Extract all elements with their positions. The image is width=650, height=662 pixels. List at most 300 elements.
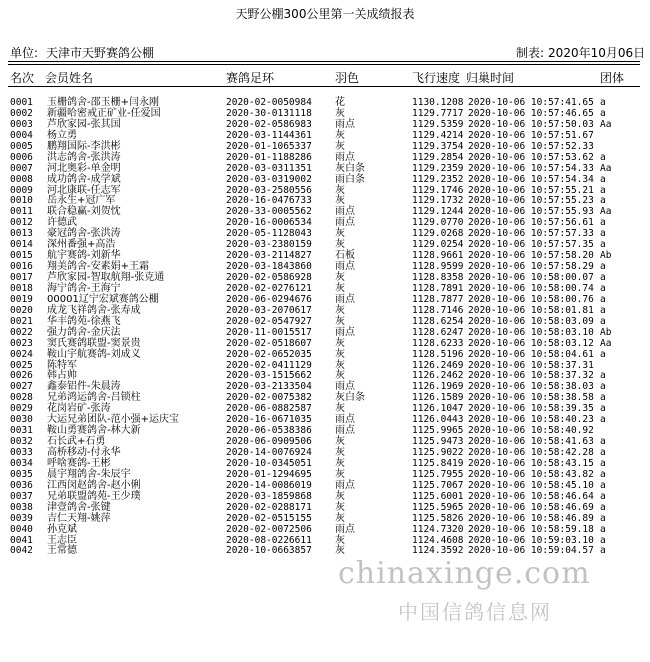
- cell-speed: 1129.4214: [412, 129, 464, 141]
- cell-color: 灰: [335, 272, 345, 283]
- cell-rank: 0040: [10, 523, 33, 535]
- cell-name: 晨宇翔鸽舍-朱辰宇: [47, 468, 131, 480]
- cell-name: 华丰鸽苑-徐燕飞: [47, 315, 121, 327]
- cell-time: 2020-10-06 10:59:04.57: [468, 545, 594, 557]
- cell-rank: 0005: [10, 140, 33, 152]
- cell-group: a: [600, 501, 606, 513]
- unit-line: [10, 44, 154, 61]
- cell-group: a: [600, 107, 606, 119]
- cell-group: a: [600, 392, 606, 404]
- cell-ring: 2020-03-0311351: [226, 162, 312, 174]
- cell-rank: 0042: [10, 545, 33, 557]
- cell-rank: 0025: [10, 359, 33, 371]
- cell-time: 2020-10-06 10:58:00.07: [468, 272, 594, 283]
- cell-rank: 0036: [10, 479, 33, 491]
- table-row: [0, 458, 650, 469]
- cell-ring: 2020-03-1843860: [226, 261, 312, 273]
- cell-rank: 0010: [10, 195, 33, 207]
- cell-time: 2020-10-06 10:58:46.69: [468, 501, 594, 513]
- cell-name: 河北康联-任志军: [47, 184, 121, 196]
- table-row: [0, 206, 650, 217]
- header-rule-top: [8, 61, 640, 62]
- table-row: [0, 447, 650, 458]
- cell-color: 灰: [335, 228, 345, 240]
- cell-time: 2020-10-06 10:57:56.61: [468, 217, 594, 229]
- cell-ring: 2020-14-0076924: [226, 447, 312, 458]
- cell-speed: 1129.3754: [412, 140, 464, 152]
- unit-name: 天津市天野赛鸽公棚: [46, 46, 155, 60]
- cell-name: 大运兄弟团队-范小强+运庆宝: [47, 414, 179, 426]
- cell-color: 雨点: [335, 206, 355, 218]
- cell-time: 2020-10-06 10:57:53.62: [468, 151, 594, 163]
- cell-speed: 1125.6001: [412, 490, 464, 502]
- cell-speed: 1128.6233: [412, 337, 464, 349]
- col-color-header: 羽色: [335, 71, 360, 85]
- cell-speed: 1125.9965: [412, 425, 464, 437]
- cell-name: 王常德: [47, 545, 77, 557]
- cell-ring: 2020-02-0072506: [226, 523, 312, 535]
- cell-group: a: [600, 217, 606, 229]
- cell-rank: 0037: [10, 490, 33, 502]
- cell-name: 深州番强+高浩: [47, 239, 116, 251]
- cell-color: 灰: [335, 512, 345, 524]
- cell-name: 花岗岩矿-张涛: [47, 403, 111, 415]
- results-table-body: [0, 97, 650, 556]
- cell-speed: 1126.1047: [412, 403, 464, 415]
- cell-speed: 1128.9661: [412, 250, 464, 262]
- cell-name: 津壹鸽舍-张键: [47, 501, 111, 513]
- cell-speed: 1129.2854: [412, 151, 464, 163]
- cell-color: 雨点: [335, 151, 355, 163]
- cell-speed: 1129.0268: [412, 228, 464, 240]
- cell-color: 灰: [335, 282, 345, 294]
- cell-ring: 2020-03-0319002: [226, 173, 312, 185]
- cell-time: 2020-10-06 10:57:58.29: [468, 261, 594, 273]
- cell-rank: 0034: [10, 457, 33, 469]
- cell-ring: 2020-11-0015517: [226, 326, 312, 338]
- cell-name: 吉仁天翔-姚萍: [47, 512, 111, 524]
- cell-group: a: [600, 370, 606, 382]
- cell-ring: 2020-06-0909506: [226, 436, 312, 448]
- cell-speed: 1129.1732: [412, 195, 464, 207]
- cell-group: a: [600, 195, 606, 207]
- cell-name: 玉栅鸽舍-邵玉栅+闫永刚: [47, 97, 159, 108]
- cell-color: 灰: [335, 436, 345, 448]
- cell-name: 窦氏赛鸽联盟-窦景贵: [47, 337, 141, 349]
- cell-time: 2020-10-06 10:57:46.65: [468, 107, 594, 119]
- cell-group: a: [600, 97, 606, 108]
- table-row: [0, 370, 650, 381]
- cell-name: 海宁鸽舍-王海宁: [47, 282, 121, 294]
- cell-group: Ab: [600, 326, 612, 338]
- cell-ring: 2020-03-2580556: [226, 184, 312, 196]
- col-time-header: 归巢时间: [466, 71, 515, 85]
- cell-name: 鹏翔国际-李洪彬: [47, 140, 121, 152]
- table-row: [0, 272, 650, 283]
- cell-rank: 0038: [10, 501, 33, 513]
- table-row: [0, 545, 650, 556]
- cell-name: 韩占帅: [47, 370, 77, 382]
- cell-speed: 1129.2359: [412, 162, 464, 174]
- cell-time: 2020-10-06 10:58:37.32: [468, 370, 594, 382]
- cell-rank: 0023: [10, 337, 33, 349]
- header-rule-bottom: [8, 86, 640, 87]
- cell-color: 灰: [335, 304, 345, 316]
- cell-color: 雨点: [335, 381, 355, 393]
- cell-ring: 2020-02-0411129: [226, 359, 312, 371]
- table-row: [0, 305, 650, 316]
- cell-color: 灰: [335, 501, 345, 513]
- cell-name: 成龙飞祥鸽舍-张寿成: [47, 304, 141, 316]
- cell-ring: 2020-06-0294676: [226, 293, 312, 305]
- cell-speed: 1129.1746: [412, 184, 464, 196]
- cell-ring: 2020-01-1188286: [226, 151, 312, 163]
- table-row: [0, 141, 650, 152]
- table-row: [0, 152, 650, 163]
- cell-color: 雨点: [335, 217, 355, 229]
- cell-time: 2020-10-06 10:58:46.89: [468, 512, 594, 524]
- cell-speed: 1128.7891: [412, 282, 464, 294]
- cell-rank: 0019: [10, 293, 33, 305]
- cell-color: 灰: [335, 447, 345, 458]
- cell-color: 灰: [335, 490, 345, 502]
- cell-group: a: [600, 304, 606, 316]
- cell-rank: 0009: [10, 184, 33, 196]
- cell-speed: 1128.7146: [412, 304, 464, 316]
- cell-time: 2020-10-06 10:58:42.28: [468, 447, 594, 458]
- cell-color: 灰白条: [335, 162, 365, 174]
- cell-group: a: [600, 436, 606, 448]
- cell-group: a: [600, 490, 606, 502]
- cell-rank: 0021: [10, 315, 33, 327]
- cell-color: 灰: [335, 184, 345, 196]
- cell-rank: 0007: [10, 162, 33, 174]
- watermark: chinaxinge.com: [338, 556, 591, 591]
- cell-color: 灰白条: [335, 392, 365, 404]
- cell-rank: 0027: [10, 381, 33, 393]
- cell-rank: 0006: [10, 151, 33, 163]
- cell-time: 2020-10-06 10:58:04.61: [468, 348, 594, 360]
- cell-name: 石长武+石勇: [47, 436, 106, 448]
- table-row: [0, 217, 650, 228]
- cell-ring: 2020-02-0586983: [226, 118, 312, 130]
- cell-ring: 2020-02-0050984: [226, 97, 312, 108]
- cell-color: 灰: [335, 348, 345, 360]
- cell-group: a: [600, 468, 606, 480]
- cell-color: 灰: [335, 337, 345, 349]
- cell-group: a: [600, 261, 606, 273]
- cell-name: 新疆哈密戒正矿业-任爱国: [47, 107, 161, 119]
- cell-group: a: [600, 151, 606, 163]
- cell-name: 许德武: [47, 217, 77, 229]
- cell-speed: 1124.3592: [412, 545, 464, 557]
- cell-ring: 2020-01-1065337: [226, 140, 312, 152]
- cell-time: 2020-10-06 10:58:38.03: [468, 381, 594, 393]
- cell-ring: 2020-03-2380159: [226, 239, 312, 251]
- cell-speed: 1125.7067: [412, 479, 464, 491]
- cell-rank: 0024: [10, 348, 33, 360]
- cell-rank: 0015: [10, 250, 33, 262]
- cell-time: 2020-10-06 10:58:38.58: [468, 392, 594, 404]
- cell-rank: 0039: [10, 512, 33, 524]
- table-row: [0, 97, 650, 108]
- cell-group: a: [600, 381, 606, 393]
- cell-rank: 0013: [10, 228, 33, 240]
- cell-speed: 1126.1969: [412, 381, 464, 393]
- cell-rank: 0016: [10, 261, 33, 273]
- table-row: [0, 119, 650, 130]
- cell-time: 2020-10-06 10:58:39.35: [468, 403, 594, 415]
- cell-speed: 1126.2469: [412, 359, 464, 371]
- cell-speed: 1124.7320: [412, 523, 464, 535]
- cell-speed: 1128.8358: [412, 272, 464, 283]
- table-row: [0, 491, 650, 502]
- cell-speed: 1125.5965: [412, 501, 464, 513]
- cell-time: 2020-10-06 10:59:03.10: [468, 534, 594, 546]
- cell-ring: 2020-30-0131118: [226, 107, 312, 119]
- cell-rank: 0029: [10, 403, 33, 415]
- cell-group: a: [600, 348, 606, 360]
- cell-color: 灰: [335, 370, 345, 382]
- cell-speed: 1124.4608: [412, 534, 464, 546]
- cell-rank: 0017: [10, 272, 33, 283]
- report-date: 2020年10月06日: [548, 46, 646, 60]
- header-rule-top-double: [8, 64, 640, 65]
- cell-speed: 1128.6254: [412, 315, 464, 327]
- cell-group: a: [600, 282, 606, 294]
- cell-rank: 0001: [10, 97, 33, 108]
- cell-color: 雨点: [335, 425, 355, 437]
- cell-name: 孙克斌: [47, 523, 77, 535]
- cell-name: 兄弟鸿运鸽舍-吕锁柱: [47, 392, 141, 404]
- cell-group: a: [600, 173, 606, 185]
- table-row: [0, 228, 650, 239]
- cell-time: 2020-10-06 10:58:03.12: [468, 337, 594, 349]
- cell-color: 灰: [335, 129, 345, 141]
- cell-ring: 2020-02-0288171: [226, 501, 312, 513]
- cell-rank: 0003: [10, 118, 33, 130]
- table-row: [0, 239, 650, 250]
- cell-group: a: [600, 272, 606, 283]
- cell-ring: 2020-02-0652035: [226, 348, 312, 360]
- cell-color: 灰: [335, 315, 345, 327]
- cell-color: 石板: [335, 250, 355, 262]
- cell-rank: 0008: [10, 173, 33, 185]
- cell-name: 呼啥赛鸽-王彬: [47, 457, 111, 469]
- cell-time: 2020-10-06 10:57:52.33: [468, 140, 594, 152]
- cell-group: a: [600, 228, 606, 240]
- col-ring-header: 赛鸽足环: [226, 71, 275, 85]
- table-row: [0, 250, 650, 261]
- table-row: [0, 524, 650, 535]
- table-row: [0, 513, 650, 524]
- cell-time: 2020-10-06 10:58:03.10: [468, 326, 594, 338]
- cell-rank: 0026: [10, 370, 33, 382]
- cell-name: 高桥移动-付永华: [47, 447, 121, 458]
- cell-ring: 2020-10-0345051: [226, 457, 312, 469]
- cell-name: 芦欣家园-张其国: [47, 118, 121, 130]
- cell-time: 2020-10-06 10:57:54.34: [468, 173, 594, 185]
- cell-time: 2020-10-06 10:57:55.21: [468, 184, 594, 196]
- cell-rank: 0012: [10, 217, 33, 229]
- maker-line: [516, 44, 645, 61]
- cell-ring: 2020-03-2070617: [226, 304, 312, 316]
- cell-group: Aa: [600, 162, 612, 174]
- cell-group: Aa: [600, 206, 612, 218]
- table-row: [0, 480, 650, 491]
- cell-group: a: [600, 315, 606, 327]
- cell-ring: 2020-16-0671035: [226, 414, 312, 426]
- cell-speed: 1126.1589: [412, 392, 464, 404]
- cell-rank: 0011: [10, 206, 33, 218]
- cell-time: 2020-10-06 10:57:54.33: [468, 162, 594, 174]
- cell-ring: 2020-06-0882587: [226, 403, 312, 415]
- cell-rank: 0031: [10, 425, 33, 437]
- cell-group: a: [600, 479, 606, 491]
- cell-name: 航宇赛鸽-刘新华: [47, 250, 121, 262]
- cell-name: 00001辽宁宏斌赛鸽公棚: [47, 293, 159, 305]
- cell-color: 灰: [335, 545, 345, 557]
- cell-name: 岳永生+冠广军: [47, 195, 116, 207]
- cell-name: 杨立勇: [47, 129, 77, 141]
- table-row: [0, 403, 650, 414]
- table-row: [0, 535, 650, 546]
- cell-name: 鞍山勇赛鸽舍-林大新: [47, 425, 141, 437]
- cell-ring: 2020-08-0226611: [226, 534, 312, 546]
- table-row: [0, 316, 650, 327]
- cell-ring: 2020-03-2114827: [226, 250, 312, 262]
- cell-name: 芦欣家园-智取航翔-张克通: [47, 272, 165, 283]
- cell-time: 2020-10-06 10:58:41.63: [468, 436, 594, 448]
- cell-rank: 0004: [10, 129, 33, 141]
- cell-time: 2020-10-06 10:58:46.64: [468, 490, 594, 502]
- cell-ring: 2020-02-0515155: [226, 512, 312, 524]
- cell-name: 洪志鸽舍-张洪涛: [47, 151, 121, 163]
- cell-color: 雨点: [335, 261, 355, 273]
- cell-color: 雨点: [335, 414, 355, 426]
- cell-group: a: [600, 545, 606, 557]
- cell-rank: 0028: [10, 392, 33, 404]
- cell-speed: 1129.0254: [412, 239, 464, 251]
- cell-group: a: [600, 512, 606, 524]
- table-row: [0, 130, 650, 141]
- unit-label: 单位:: [10, 46, 39, 60]
- cell-group: a: [600, 447, 606, 458]
- cell-ring: 2020-10-0663857: [226, 545, 312, 557]
- cell-speed: 1129.0770: [412, 217, 464, 229]
- cell-ring: 2020-03-1515662: [226, 370, 312, 382]
- cell-name: 河北奥彩-单金明: [47, 162, 121, 174]
- cell-ring: 2020-16-0006534: [226, 217, 312, 229]
- cell-time: 2020-10-06 10:58:01.81: [468, 304, 594, 316]
- cell-ring: 2020-33-0005562: [226, 206, 312, 218]
- table-row: [0, 436, 650, 447]
- col-group-header: 团体: [600, 71, 625, 85]
- table-row: [0, 195, 650, 206]
- cell-color: 灰: [335, 107, 345, 119]
- cell-speed: 1125.8419: [412, 457, 464, 469]
- col-speed-header: 飞行速度: [412, 71, 461, 85]
- cell-time: 2020-10-06 10:58:00.76: [468, 293, 594, 305]
- table-row: [0, 392, 650, 403]
- table-row: [0, 414, 650, 425]
- cell-speed: 1129.1244: [412, 206, 464, 218]
- cell-group: a: [600, 239, 606, 251]
- table-row: [0, 381, 650, 392]
- cell-time: 2020-10-06 10:58:59.18: [468, 523, 594, 535]
- cell-ring: 2020-02-0586928: [226, 272, 312, 283]
- table-row: [0, 349, 650, 360]
- cell-ring: 2020-02-0276121: [226, 282, 312, 294]
- cell-speed: 1126.0443: [412, 414, 464, 426]
- cell-ring: 2020-14-0086019: [226, 479, 312, 491]
- cell-color: 雨白条: [335, 173, 365, 185]
- cell-time: 2020-10-06 10:58:45.10: [468, 479, 594, 491]
- cell-speed: 1125.5826: [412, 512, 464, 524]
- table-header: [0, 69, 650, 85]
- cell-speed: 1128.6247: [412, 326, 464, 338]
- cell-speed: 1125.7955: [412, 468, 464, 480]
- cell-group: a: [600, 523, 606, 535]
- table-row: [0, 294, 650, 305]
- cell-color: 雨点: [335, 293, 355, 305]
- cell-color: 雨点: [335, 479, 355, 491]
- cell-time: 2020-10-06 10:57:55.93: [468, 206, 594, 218]
- cell-ring: 2020-03-2133504: [226, 381, 312, 393]
- cell-ring: 2020-01-1294695: [226, 468, 312, 480]
- cell-name: 江西闵赵鸽舍-赵小俐: [47, 479, 141, 491]
- cell-ring: 2020-03-1859868: [226, 490, 312, 502]
- cell-name: 鑫泰铝件-朱晨涛: [47, 381, 121, 393]
- cell-ring: 2020-02-0518607: [226, 337, 312, 349]
- cell-speed: 1128.7877: [412, 293, 464, 305]
- table-row: [0, 327, 650, 338]
- cell-rank: 0002: [10, 107, 33, 119]
- cell-speed: 1129.2352: [412, 173, 464, 185]
- cell-time: 2020-10-06 10:58:00.74: [468, 282, 594, 294]
- cell-color: 灰: [335, 239, 345, 251]
- cell-color: 灰: [335, 359, 345, 371]
- cell-color: 灰: [335, 140, 345, 152]
- cell-rank: 0022: [10, 326, 33, 338]
- cell-group: Aa: [600, 118, 612, 130]
- cell-group: a: [600, 403, 606, 415]
- cell-rank: 0030: [10, 414, 33, 426]
- cell-time: 2020-10-06 10:58:40.23: [468, 414, 594, 426]
- cell-rank: 0020: [10, 304, 33, 316]
- cell-rank: 0018: [10, 282, 33, 294]
- maker-label: 制表:: [516, 46, 545, 60]
- cell-rank: 0032: [10, 436, 33, 448]
- cell-ring: 2020-06-0538386: [226, 425, 312, 437]
- cell-time: 2020-10-06 10:57:41.65: [468, 97, 594, 108]
- cell-group: a: [600, 534, 606, 546]
- cell-rank: 0014: [10, 239, 33, 251]
- table-row: [0, 469, 650, 480]
- cell-name: 强力鸽舍-金庆法: [47, 326, 121, 338]
- cell-time: 2020-10-06 10:58:43.15: [468, 457, 594, 469]
- table-row: [0, 283, 650, 294]
- cell-name: 兄弟联盟鸽苑-王少璞: [47, 490, 141, 502]
- cell-name: 陈特军: [47, 359, 77, 371]
- cell-rank: 0041: [10, 534, 33, 546]
- cell-ring: 2020-16-0476733: [226, 195, 312, 207]
- table-row: [0, 185, 650, 196]
- cell-time: 2020-10-06 10:57:50.03: [468, 118, 594, 130]
- table-row: [0, 425, 650, 436]
- cell-rank: 0035: [10, 468, 33, 480]
- cell-ring: 2020-05-1128043: [226, 228, 312, 240]
